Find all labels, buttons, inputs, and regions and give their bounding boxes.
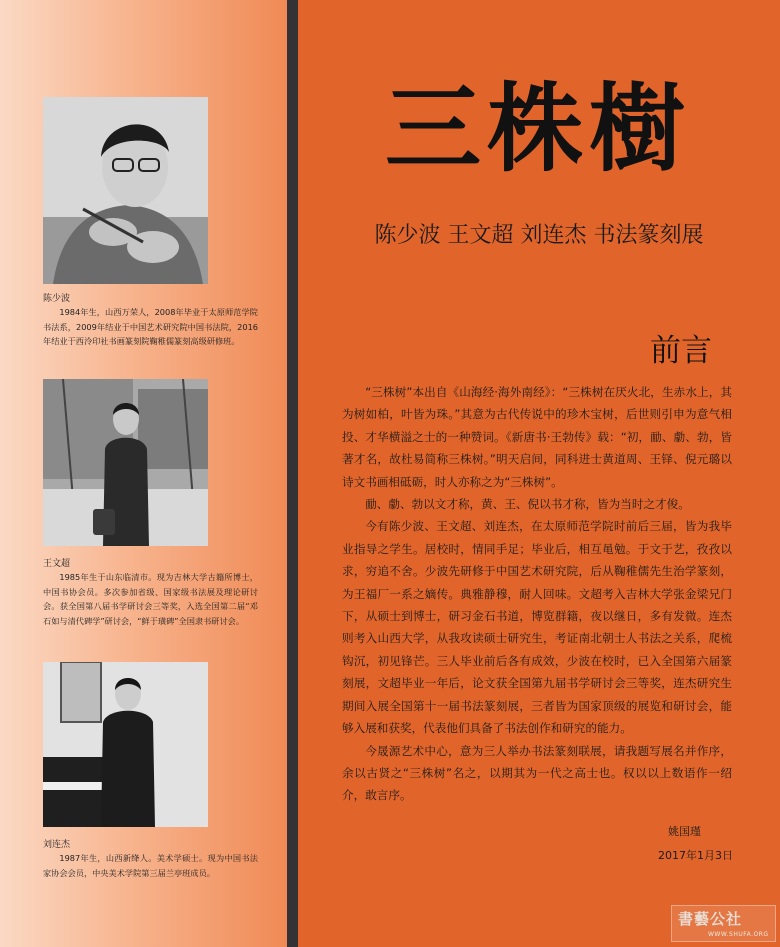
preface-date: 2017年1月3日 [658, 849, 733, 862]
preface-body [342, 381, 732, 807]
preface-paragraph: “三株树”本出自《山海经·海外南经》：“三株树在厌火北，生赤水上，其为树如柏，叶皆为珠。”其意为古代传说中的珍木宝树，后世则引申为意气相投、才华横溢之士的一种赞词。《新唐书·王勃传》载：“初，勔、勮、勃，皆著才名，故杜易简称三株树。”明天启间，同科进士黄道周、王铎、倪元璐以诗文书画相砥砺，时人亦称之为“三株树”。 [342, 385, 732, 489]
artist-name: 刘连杰 [43, 840, 71, 850]
exhibition-title: 三株樹 [385, 72, 691, 185]
exhibition-subtitle: 陈少波 王文超 刘连杰 书法篆刻展 [374, 223, 704, 248]
watermark-logo-text: 書藝公社 [678, 910, 743, 928]
watermark-logo [671, 905, 776, 942]
preface-heading: 前言 [650, 333, 712, 369]
artist-name: 陈少波 [43, 294, 71, 304]
artist-name: 王文超 [43, 559, 71, 569]
artist-photo-liu-lianjie [43, 662, 208, 827]
watermark-url: WWW.SHUFA.ORG [708, 931, 769, 938]
artist-bio: 1987年生，山西新绛人。美术学硕士。现为中国书法家协会会员，中央美术学院第三届兰亭班成员。 [43, 853, 258, 878]
artist-photo-chen-shaobo [43, 97, 208, 284]
divider-bar [287, 0, 298, 947]
preface-paragraph: 今晟源艺术中心，意为三人举办书法篆刻联展，请我题写展名并作序，余以古贤之“三株树”名之，以期其为一代之高士也。权以以上数语作一绍介，敢言序。 [342, 743, 732, 803]
artist-bio: 1985年生于山东临清市。现为吉林大学古籍所博士，中国书协会员。多次参加省级、国家级书法展及理论研讨会。获全国第八届书学研讨会三等奖，入选全国第二届“邓石如与清代碑学”研讨会，“鲜于璜碑”全国隶书研讨会。 [43, 572, 258, 626]
preface-paragraph: 今有陈少波、王文超、刘连杰，在太原师范学院时前后三届，皆为我毕业指导之学生。居校时，情同手足；毕业后，相互黾勉。于文于艺，孜孜以求，穷追不舍。少波先研修于中国艺术研究院，后从鞠稚儒先生治学篆刻，为王福厂一系之嫡传。典雅静穆，耐人回味。文超考入吉林大学张金梁兄门下，从硕士到博士，研习金石书道，博览群籍，夜以继日，多有发微。连杰则考入山西大学，从我攻读硕士研究生，考证南北朝士人书法之关系，爬梳钩沉，初见锋芒。三人毕业前后各有成效，少波在校时，已入全国第六届篆刻展，文超毕业一年后，论文获全国第九届书学研讨会三等奖，连杰研究生期间入展全国第十一届书法篆刻展，三者皆为国家顶级的展览和研讨会，能够入展和获奖，代表他们具备了书法创作和研究的能力。 [342, 519, 732, 736]
artist-bio: 1984年生，山西万荣人，2008年毕业于太原师范学院书法系，2009年结业于中国艺术研究院中国书法院，2016年结业于西泠印社书画篆刻院鞠稚儒篆刻高级研修班。 [43, 307, 258, 346]
author-signature: 姚国瑾 [668, 825, 701, 838]
preface-paragraph: 勔、勮、勃以文才称，黄、王、倪以书才称，皆为当时之才俊。 [365, 497, 690, 512]
artist-photo-wang-wenchao [43, 379, 208, 546]
